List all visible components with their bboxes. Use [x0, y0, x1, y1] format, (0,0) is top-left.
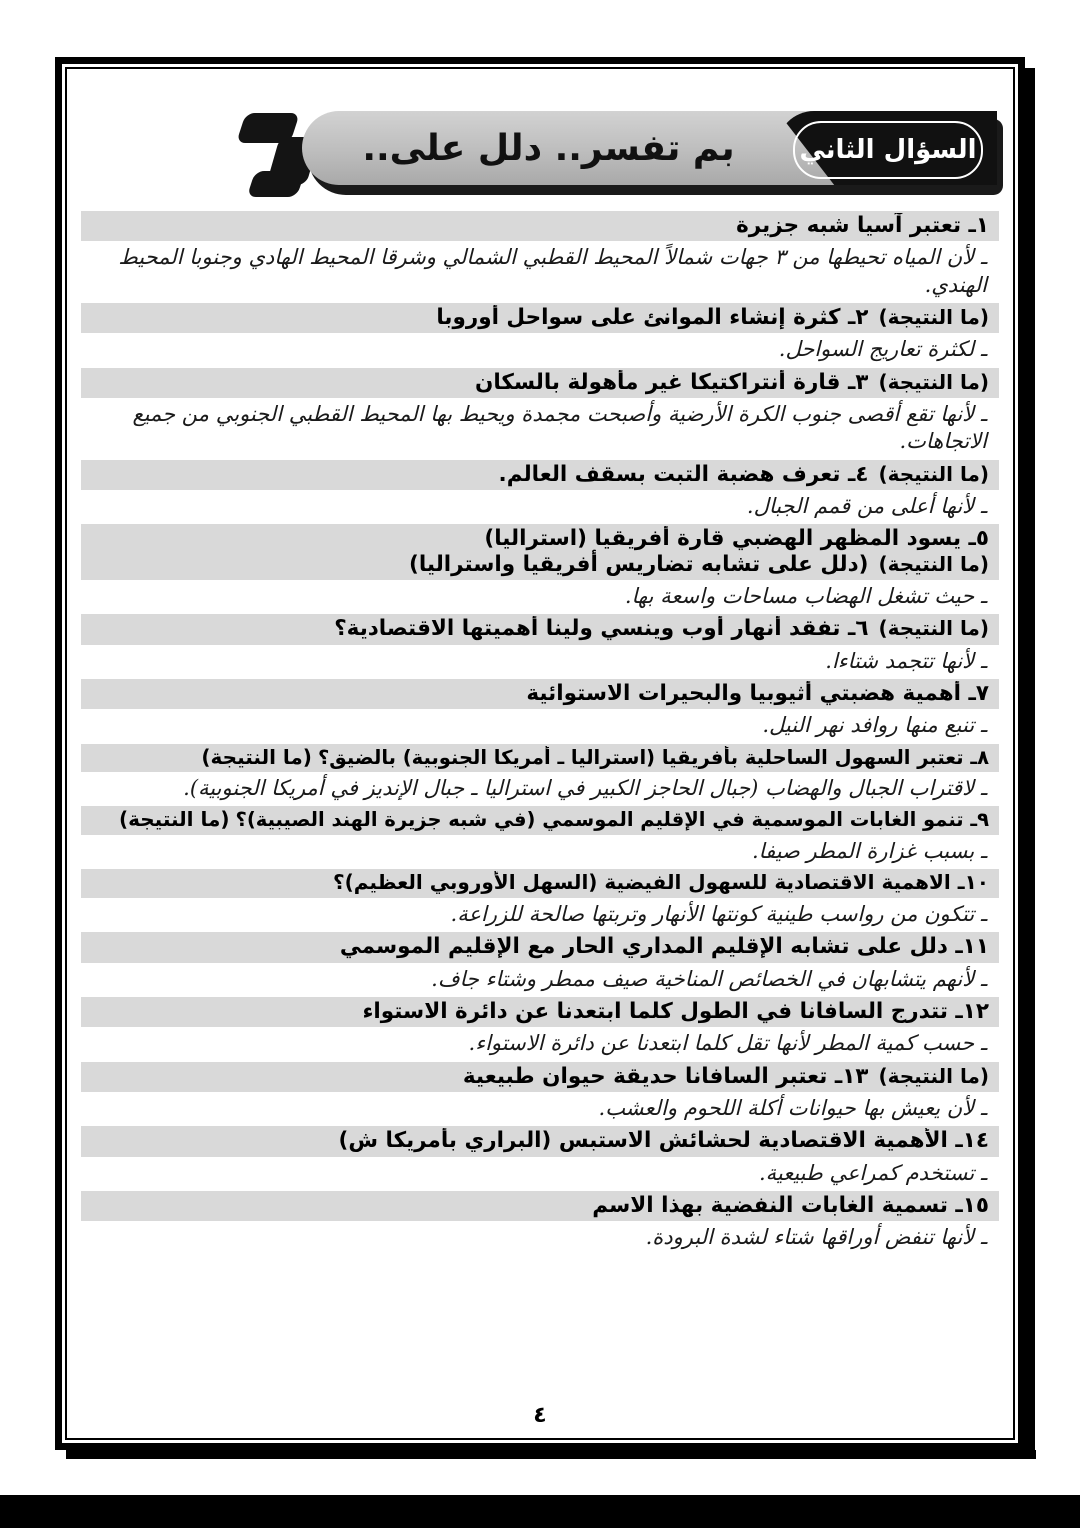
answer-text: ـ لأن المياه تحيطها من ٣ جهات شمالاً المحيط القطبي الشمالي وشرقا المحيط الهادي وجنوبا المحيط الهندي.	[118, 245, 987, 297]
question-text: ١٥ـ تسمية الغابات النفضية بهذا الاسم	[592, 1192, 989, 1218]
question-text: ١ـ تعتبر آسيا شبه جزيرة	[736, 213, 989, 238]
question-header	[81, 1126, 999, 1156]
qa-item	[81, 303, 999, 368]
question-text-main: ٨ـ تعتبر السهول الساحلية بأفريقيا (استراليا ـ أمريكا الجنوبية) بالضيق؟	[317, 745, 989, 769]
answer-text: ـ تنبع منها روافد نهر النيل.	[762, 713, 987, 738]
question-subline	[91, 552, 989, 577]
answer-text: ـ لأنهم يتشابهان في الخصائص المناخية صيف ممطر وشتاء جاف.	[431, 966, 987, 991]
question-badge	[777, 111, 997, 185]
decorative-slab-bottom-icon	[247, 171, 305, 197]
answer-text: ـ لأنها تقع أقصى جنوب الكرة الأرضية وأصبحت مجمدة ويحيط بها المحيط القطبي الجنوبي من جميع الاتجاهات.	[132, 401, 987, 454]
page-frame-shadow-bottom	[66, 1450, 1036, 1459]
question-text: ١٤ـ الأهمية الاقتصادية لحشائش الاستبس (البراري بأمريكا ش)	[338, 1128, 989, 1154]
qa-item	[81, 932, 999, 997]
answer-text: ـ بسبب غزارة المطر صيفا.	[752, 839, 987, 864]
result-tag: (ما النتيجة)	[878, 551, 989, 576]
question-text-main: ٩ـ تنمو الغابات الموسمية في الإقليم الموسمي (في شبه جزيرة الهند الصيبية)؟	[235, 808, 989, 832]
qa-item	[81, 524, 999, 614]
question-text	[91, 808, 989, 832]
question-answer-list	[67, 211, 1013, 1256]
result-tag: (ما النتيجة)	[878, 616, 989, 641]
question-text: ١٣ـ تعتبر السافانا حديقة حيوان طبيعية	[462, 1063, 869, 1089]
question-text	[91, 746, 989, 770]
question-badge-label: السؤال الثاني	[799, 135, 977, 165]
answer-text: ـ تتكون من رواسب طينية كونتها الأنهار وتربتها صالحة للزراعة.	[450, 901, 987, 926]
result-tag: (ما النتيجة)	[878, 369, 989, 394]
qa-item	[81, 368, 999, 460]
question-text: ١٢ـ تتدرج السافانا في الطول كلما ابتعدنا عن دائرة الاستواء	[362, 998, 989, 1024]
question-header	[81, 303, 999, 333]
answer-text: ـ لكثرة تعاريج السواحل.	[778, 337, 987, 362]
question-header	[81, 932, 999, 962]
section-banner	[302, 111, 997, 185]
question-text: ٥ـ يسود المظهر الهضبي قارة أفريقيا (استراليا)	[484, 526, 989, 552]
qa-item	[81, 997, 999, 1062]
question-text: ٣ـ قارة أنتراكتيكا غير مأهولة بالسكان	[474, 369, 869, 395]
question-header	[81, 211, 999, 241]
answer-text: ـ تستخدم كمراعي طبيعية.	[758, 1160, 987, 1185]
answer-text: ـ حسب كمية المطر لأنها تقل كلما ابتعدنا عن دائرة الاستواء.	[468, 1031, 987, 1056]
question-header	[81, 524, 999, 580]
section-header	[67, 97, 1013, 205]
result-tag: (ما النتيجة)	[878, 1063, 989, 1088]
qa-item	[81, 806, 999, 869]
page-frame-shadow-right	[1025, 68, 1035, 1459]
question-header	[81, 997, 999, 1027]
page-content-area	[65, 67, 1015, 1440]
question-header	[81, 614, 999, 644]
question-header	[81, 460, 999, 490]
page-frame	[55, 57, 1025, 1450]
question-header	[81, 1191, 999, 1221]
result-tag: (ما النتيجة)	[878, 461, 989, 486]
page-number: ٤	[533, 1403, 547, 1428]
result-tag: (ما النتيجة)	[878, 304, 989, 329]
question-text: ٧ـ أهمية هضبتي أثيوبيا والبحيرات الاستوائية	[526, 680, 989, 706]
question-header	[81, 744, 999, 773]
result-tag: (ما النتيجة)	[118, 808, 230, 832]
qa-item	[81, 460, 999, 525]
qa-item	[81, 869, 999, 932]
question-text: ٤ـ تعرف هضبة التبت بسقف العالم.	[498, 461, 869, 487]
qa-item	[81, 1191, 999, 1256]
answer-text: ـ لأنها أعلى من قمم الجبال.	[746, 493, 987, 518]
question-text-line2: (دلل على تشابه تضاريس أفريقيا واستراليا)	[409, 551, 869, 577]
question-header	[81, 679, 999, 709]
question-text: ١١ـ دلل على تشابه الإقليم المداري الحار مع الإقليم الموسمي	[339, 934, 989, 960]
answer-text: ـ حيث تشغل الهضاب مساحات واسعة بها.	[624, 583, 987, 608]
section-title: بم تفسر.. دلل على..	[362, 127, 735, 169]
question-text: ١٠ـ الاهمية الاقتصادية للسهول الفيضية (السهل الأوروبي العظيم)؟	[333, 871, 989, 895]
question-badge-outline	[793, 121, 983, 179]
question-header	[81, 869, 999, 898]
qa-item	[81, 614, 999, 679]
bottom-black-bar	[0, 1495, 1080, 1528]
qa-item	[81, 679, 999, 744]
question-text: ٦ـ تفقد أنهار أوب وينسي ولينا أهميتها الاقتصادية؟	[334, 616, 869, 642]
qa-item	[81, 1062, 999, 1127]
answer-text: ـ لأن يعيش بها حيوانات أكلة اللحوم والعشب.	[598, 1095, 987, 1120]
result-tag: (ما النتيجة)	[201, 745, 312, 769]
answer-text: ـ لاقتراب الجبال والهضاب (جبال الحاجز الكبير في استراليا ـ جبال الإنديز في أمريكا الجنوبية).	[183, 776, 987, 801]
qa-item	[81, 211, 999, 303]
answer-text: ـ لأنها تتجمد شتاءا.	[825, 648, 987, 673]
question-header	[81, 1062, 999, 1092]
question-header	[81, 368, 999, 398]
question-header	[81, 806, 999, 835]
answer-text: ـ لأنها تنفض أوراقها شتاء لشدة البرودة.	[645, 1225, 987, 1250]
qa-item	[81, 744, 999, 807]
qa-item	[81, 1126, 999, 1191]
question-text: ٢ـ كثرة إنشاء الموانئ على سواحل أوروبا	[436, 304, 869, 330]
